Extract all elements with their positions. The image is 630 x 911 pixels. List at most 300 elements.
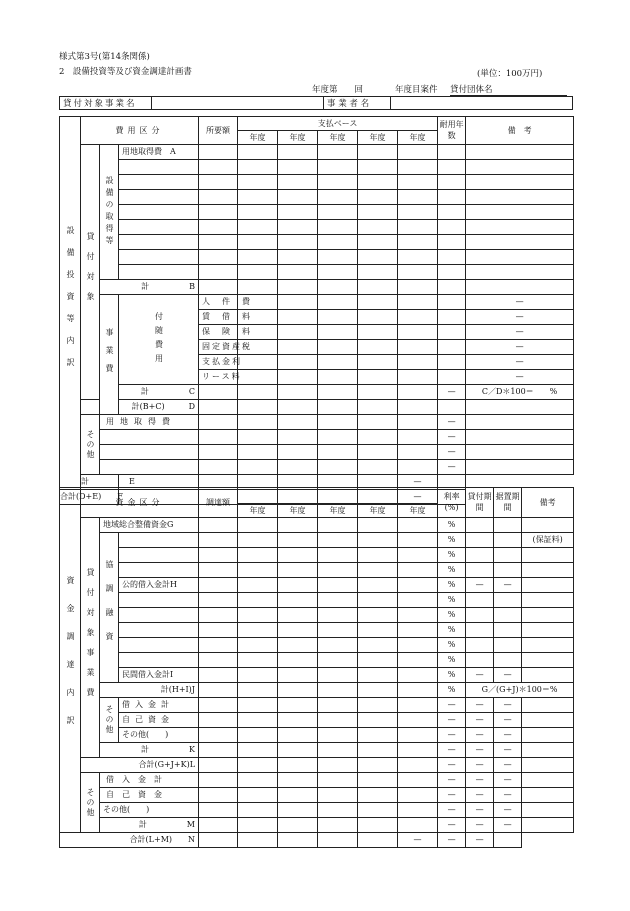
amount-cell[interactable] xyxy=(358,235,398,250)
amount-cell[interactable] xyxy=(398,340,438,355)
amount-cell[interactable] xyxy=(398,145,438,160)
amount-cell[interactable] xyxy=(358,355,398,370)
amount-cell[interactable] xyxy=(238,833,278,848)
interest-rate-cell[interactable]: % xyxy=(438,668,466,683)
amount-cell[interactable] xyxy=(238,683,278,698)
amount-cell[interactable] xyxy=(199,175,238,190)
amount-cell[interactable] xyxy=(358,400,398,415)
interest-rate-cell[interactable]: % xyxy=(438,518,466,533)
amount-cell[interactable] xyxy=(398,803,438,818)
grace-period-cell[interactable] xyxy=(494,563,522,578)
useful-life-cell[interactable]: — xyxy=(438,445,466,460)
note-cell[interactable] xyxy=(466,430,574,445)
amount-cell[interactable] xyxy=(199,668,238,683)
amount-cell[interactable] xyxy=(358,445,398,460)
amount-cell[interactable] xyxy=(238,355,278,370)
interest-rate-cell[interactable]: — xyxy=(438,803,466,818)
amount-cell[interactable] xyxy=(398,728,438,743)
grace-period-cell[interactable]: — xyxy=(494,758,522,773)
amount-cell[interactable] xyxy=(278,608,318,623)
amount-cell[interactable] xyxy=(398,788,438,803)
amount-cell[interactable] xyxy=(238,235,278,250)
amount-cell[interactable] xyxy=(278,250,318,265)
equipment-item-field[interactable] xyxy=(119,160,199,175)
amount-cell[interactable] xyxy=(398,518,438,533)
loan-period-cell[interactable] xyxy=(466,608,494,623)
interest-rate-cell[interactable]: — xyxy=(438,773,466,788)
useful-life-cell[interactable] xyxy=(438,400,466,415)
amount-cell[interactable] xyxy=(278,415,318,430)
public-lender-field[interactable] xyxy=(119,563,199,578)
public-lender-field[interactable] xyxy=(119,548,199,563)
amount-cell[interactable] xyxy=(199,758,238,773)
amount-cell[interactable] xyxy=(358,728,398,743)
amount-cell[interactable] xyxy=(238,445,278,460)
equipment-item-field[interactable] xyxy=(119,190,199,205)
grace-period-cell[interactable]: — xyxy=(494,578,522,593)
amount-cell[interactable] xyxy=(278,145,318,160)
interest-rate-cell[interactable]: % xyxy=(438,563,466,578)
equipment-item-field[interactable] xyxy=(119,220,199,235)
amount-cell[interactable] xyxy=(199,608,238,623)
grace-period-cell[interactable]: — xyxy=(494,728,522,743)
amount-cell[interactable] xyxy=(199,205,238,220)
amount-cell[interactable] xyxy=(238,205,278,220)
amount-cell[interactable] xyxy=(199,788,238,803)
interest-rate-cell[interactable]: % xyxy=(438,593,466,608)
amount-cell[interactable] xyxy=(199,548,238,563)
useful-life-cell[interactable]: — xyxy=(438,460,466,475)
note-cell[interactable] xyxy=(466,415,574,430)
amount-cell[interactable] xyxy=(318,280,358,295)
amount-cell[interactable] xyxy=(358,758,398,773)
amount-cell[interactable] xyxy=(278,385,318,400)
useful-life-cell[interactable] xyxy=(438,145,466,160)
useful-life-cell[interactable]: — xyxy=(466,310,574,325)
loan-period-cell[interactable]: — xyxy=(466,698,494,713)
grace-period-cell[interactable]: — xyxy=(494,668,522,683)
amount-cell[interactable] xyxy=(358,430,398,445)
amount-cell[interactable] xyxy=(398,563,438,578)
amount-cell[interactable] xyxy=(398,683,438,698)
amount-cell[interactable] xyxy=(398,280,438,295)
amount-cell[interactable] xyxy=(318,460,358,475)
grace-period-cell[interactable]: — xyxy=(494,698,522,713)
amount-cell[interactable] xyxy=(358,623,398,638)
amount-cell[interactable] xyxy=(398,415,438,430)
grace-period-cell[interactable]: — xyxy=(494,818,522,833)
interest-rate-cell[interactable]: — xyxy=(438,698,466,713)
amount-cell[interactable] xyxy=(238,280,278,295)
amount-cell[interactable] xyxy=(358,280,398,295)
fund-note-cell[interactable] xyxy=(494,833,522,848)
amount-cell[interactable] xyxy=(199,430,238,445)
amount-cell[interactable] xyxy=(398,400,438,415)
amount-cell[interactable] xyxy=(318,370,358,385)
amount-cell[interactable] xyxy=(318,355,358,370)
target-business-field[interactable] xyxy=(152,97,324,110)
amount-cell[interactable] xyxy=(398,250,438,265)
amount-cell[interactable] xyxy=(318,578,358,593)
amount-cell[interactable] xyxy=(358,325,398,340)
interest-rate-cell[interactable]: — xyxy=(438,758,466,773)
note-cell[interactable] xyxy=(466,445,574,460)
equipment-item-field[interactable] xyxy=(119,205,199,220)
fund-note-cell[interactable] xyxy=(522,668,574,683)
amount-cell[interactable] xyxy=(199,265,238,280)
amount-cell[interactable] xyxy=(358,250,398,265)
fund-note-cell[interactable] xyxy=(522,518,574,533)
amount-cell[interactable] xyxy=(199,385,238,400)
amount-cell[interactable] xyxy=(358,205,398,220)
amount-cell[interactable] xyxy=(238,593,278,608)
amount-cell[interactable] xyxy=(199,190,238,205)
interest-rate-cell[interactable]: — xyxy=(438,788,466,803)
amount-cell[interactable] xyxy=(278,578,318,593)
amount-cell[interactable] xyxy=(318,713,358,728)
fund-note-cell[interactable] xyxy=(522,788,574,803)
amount-cell[interactable] xyxy=(199,518,238,533)
public-lender-field[interactable] xyxy=(119,533,199,548)
amount-cell[interactable] xyxy=(358,833,398,848)
amount-cell[interactable] xyxy=(199,460,238,475)
loan-period-cell[interactable]: — xyxy=(466,758,494,773)
private-lender-field[interactable] xyxy=(119,623,199,638)
amount-cell[interactable] xyxy=(358,460,398,475)
amount-cell[interactable] xyxy=(238,145,278,160)
amount-cell[interactable] xyxy=(278,325,318,340)
amount-cell[interactable] xyxy=(238,713,278,728)
amount-cell[interactable] xyxy=(318,235,358,250)
amount-cell[interactable] xyxy=(358,415,398,430)
amount-cell[interactable] xyxy=(398,445,438,460)
amount-cell[interactable] xyxy=(358,743,398,758)
amount-cell[interactable] xyxy=(199,445,238,460)
interest-rate-cell[interactable]: % xyxy=(438,623,466,638)
useful-life-cell[interactable] xyxy=(438,160,466,175)
amount-cell[interactable] xyxy=(358,310,398,325)
amount-cell[interactable] xyxy=(238,758,278,773)
amount-cell[interactable] xyxy=(278,445,318,460)
amount-cell[interactable] xyxy=(199,698,238,713)
fund-note-cell[interactable] xyxy=(522,758,574,773)
amount-cell[interactable] xyxy=(358,385,398,400)
loan-period-cell[interactable] xyxy=(466,638,494,653)
fund-note-cell[interactable] xyxy=(522,623,574,638)
interest-rate-cell[interactable]: — xyxy=(438,818,466,833)
amount-cell[interactable] xyxy=(278,295,318,310)
amount-cell[interactable] xyxy=(238,385,278,400)
grace-period-cell[interactable] xyxy=(494,623,522,638)
grace-period-cell[interactable] xyxy=(494,548,522,563)
amount-cell[interactable] xyxy=(278,160,318,175)
grace-period-cell[interactable]: — xyxy=(494,743,522,758)
amount-cell[interactable] xyxy=(199,833,238,848)
amount-cell[interactable] xyxy=(199,250,238,265)
amount-cell[interactable] xyxy=(278,773,318,788)
amount-cell[interactable] xyxy=(398,310,438,325)
note-cell[interactable] xyxy=(466,175,574,190)
grace-period-cell[interactable]: — xyxy=(494,713,522,728)
useful-life-cell[interactable]: — xyxy=(466,340,574,355)
amount-cell[interactable] xyxy=(278,593,318,608)
loan-period-cell[interactable] xyxy=(466,533,494,548)
amount-cell[interactable] xyxy=(318,430,358,445)
fund-note-cell[interactable] xyxy=(522,638,574,653)
loan-period-cell[interactable] xyxy=(466,593,494,608)
useful-life-cell[interactable] xyxy=(438,280,466,295)
amount-cell[interactable] xyxy=(278,400,318,415)
amount-cell[interactable] xyxy=(358,713,398,728)
amount-cell[interactable] xyxy=(318,623,358,638)
amount-cell[interactable] xyxy=(358,518,398,533)
amount-cell[interactable] xyxy=(358,773,398,788)
amount-cell[interactable] xyxy=(199,743,238,758)
amount-cell[interactable] xyxy=(398,773,438,788)
amount-cell[interactable] xyxy=(358,668,398,683)
amount-cell[interactable] xyxy=(199,415,238,430)
interest-rate-cell[interactable]: % xyxy=(438,638,466,653)
interest-rate-cell[interactable]: % xyxy=(438,533,466,548)
amount-cell[interactable] xyxy=(318,325,358,340)
amount-cell[interactable] xyxy=(438,325,466,340)
amount-cell[interactable] xyxy=(238,563,278,578)
fund-note-cell[interactable] xyxy=(522,803,574,818)
amount-cell[interactable] xyxy=(398,355,438,370)
loan-period-cell[interactable]: — xyxy=(466,713,494,728)
amount-cell[interactable] xyxy=(278,518,318,533)
amount-cell[interactable] xyxy=(199,235,238,250)
amount-cell[interactable] xyxy=(398,548,438,563)
amount-cell[interactable] xyxy=(398,758,438,773)
amount-cell[interactable] xyxy=(358,683,398,698)
grace-period-cell[interactable]: — xyxy=(494,773,522,788)
interest-rate-cell[interactable]: % xyxy=(438,548,466,563)
amount-cell[interactable] xyxy=(278,280,318,295)
equipment-item-field[interactable] xyxy=(119,265,199,280)
amount-cell[interactable] xyxy=(318,445,358,460)
amount-cell[interactable] xyxy=(398,460,438,475)
amount-cell[interactable] xyxy=(278,430,318,445)
amount-cell[interactable] xyxy=(318,743,358,758)
amount-cell[interactable] xyxy=(318,190,358,205)
amount-cell[interactable] xyxy=(278,728,318,743)
loan-period-cell[interactable]: — xyxy=(466,743,494,758)
useful-life-cell[interactable]: — xyxy=(438,415,466,430)
amount-cell[interactable] xyxy=(398,818,438,833)
amount-cell[interactable] xyxy=(238,728,278,743)
amount-cell[interactable] xyxy=(318,265,358,280)
amount-cell[interactable] xyxy=(318,728,358,743)
private-lender-field[interactable] xyxy=(119,653,199,668)
fund-note-cell[interactable] xyxy=(522,698,574,713)
amount-cell[interactable] xyxy=(199,818,238,833)
amount-cell[interactable] xyxy=(199,653,238,668)
amount-cell[interactable] xyxy=(238,773,278,788)
amount-cell[interactable] xyxy=(358,818,398,833)
amount-cell[interactable] xyxy=(238,250,278,265)
amount-cell[interactable] xyxy=(278,190,318,205)
amount-cell[interactable] xyxy=(318,145,358,160)
interest-rate-cell[interactable]: — xyxy=(438,713,466,728)
note-cell[interactable] xyxy=(466,400,574,415)
amount-cell[interactable] xyxy=(398,713,438,728)
amount-cell[interactable] xyxy=(238,175,278,190)
amount-cell[interactable] xyxy=(438,310,466,325)
amount-cell[interactable] xyxy=(318,608,358,623)
fund-note-cell[interactable] xyxy=(522,728,574,743)
amount-cell[interactable] xyxy=(278,713,318,728)
interest-rate-cell[interactable]: % xyxy=(438,608,466,623)
grace-period-cell[interactable] xyxy=(494,653,522,668)
amount-cell[interactable] xyxy=(358,175,398,190)
amount-cell[interactable] xyxy=(318,250,358,265)
grace-period-cell[interactable]: — xyxy=(494,803,522,818)
amount-cell[interactable] xyxy=(398,235,438,250)
amount-cell[interactable] xyxy=(278,548,318,563)
note-cell[interactable] xyxy=(466,160,574,175)
useful-life-cell[interactable]: — xyxy=(438,430,466,445)
amount-cell[interactable] xyxy=(278,265,318,280)
fund-note-cell[interactable] xyxy=(522,773,574,788)
loan-period-cell[interactable]: — xyxy=(466,668,494,683)
other-item-field[interactable] xyxy=(100,460,199,475)
fund-note-cell[interactable] xyxy=(522,578,574,593)
amount-cell[interactable] xyxy=(358,593,398,608)
fund-note-cell[interactable] xyxy=(522,608,574,623)
amount-cell[interactable] xyxy=(318,205,358,220)
amount-cell[interactable] xyxy=(358,698,398,713)
amount-cell[interactable] xyxy=(398,653,438,668)
grace-period-cell[interactable] xyxy=(494,533,522,548)
fund-note-cell[interactable]: (保証料) xyxy=(522,533,574,548)
amount-cell[interactable] xyxy=(318,653,358,668)
amount-cell[interactable] xyxy=(238,578,278,593)
amount-cell[interactable] xyxy=(199,160,238,175)
operator-field[interactable] xyxy=(391,97,573,110)
amount-cell[interactable] xyxy=(278,758,318,773)
loan-period-cell[interactable] xyxy=(466,653,494,668)
amount-cell[interactable] xyxy=(398,265,438,280)
amount-cell[interactable] xyxy=(438,295,466,310)
note-cell[interactable] xyxy=(466,250,574,265)
amount-cell[interactable] xyxy=(278,235,318,250)
amount-cell[interactable] xyxy=(238,430,278,445)
loan-period-cell[interactable]: — xyxy=(466,788,494,803)
note-cell[interactable] xyxy=(466,205,574,220)
amount-cell[interactable] xyxy=(358,220,398,235)
amount-cell[interactable] xyxy=(318,340,358,355)
amount-cell[interactable] xyxy=(278,833,318,848)
amount-cell[interactable] xyxy=(238,220,278,235)
amount-cell[interactable] xyxy=(238,533,278,548)
amount-cell[interactable] xyxy=(398,698,438,713)
amount-cell[interactable] xyxy=(318,385,358,400)
amount-cell[interactable] xyxy=(358,638,398,653)
amount-cell[interactable] xyxy=(318,533,358,548)
amount-cell[interactable] xyxy=(199,638,238,653)
useful-life-cell[interactable]: — xyxy=(466,370,574,385)
amount-cell[interactable] xyxy=(199,803,238,818)
fund-note-cell[interactable] xyxy=(522,563,574,578)
amount-cell[interactable] xyxy=(278,370,318,385)
grace-period-cell[interactable] xyxy=(494,608,522,623)
amount-cell[interactable] xyxy=(398,623,438,638)
amount-cell[interactable] xyxy=(278,743,318,758)
amount-cell[interactable] xyxy=(318,803,358,818)
amount-cell[interactable] xyxy=(318,563,358,578)
equipment-item-field[interactable] xyxy=(119,235,199,250)
amount-cell[interactable] xyxy=(398,160,438,175)
equipment-item-field[interactable] xyxy=(119,250,199,265)
amount-cell[interactable] xyxy=(398,430,438,445)
amount-cell[interactable] xyxy=(238,608,278,623)
other-item-field[interactable] xyxy=(100,445,199,460)
amount-cell[interactable] xyxy=(278,340,318,355)
amount-cell[interactable] xyxy=(318,683,358,698)
amount-cell[interactable] xyxy=(318,175,358,190)
interest-rate-cell[interactable]: % xyxy=(438,653,466,668)
useful-life-cell[interactable]: — xyxy=(466,355,574,370)
fund-note-cell[interactable] xyxy=(522,548,574,563)
amount-cell[interactable] xyxy=(238,190,278,205)
amount-cell[interactable] xyxy=(438,340,466,355)
amount-cell[interactable] xyxy=(358,653,398,668)
useful-life-cell[interactable]: — xyxy=(398,475,438,490)
loan-period-cell[interactable] xyxy=(466,518,494,533)
amount-cell[interactable] xyxy=(238,668,278,683)
useful-life-cell[interactable]: — xyxy=(438,385,466,400)
org-name-field[interactable] xyxy=(450,83,567,96)
amount-cell[interactable] xyxy=(398,175,438,190)
amount-cell[interactable] xyxy=(398,325,438,340)
private-lender-field[interactable] xyxy=(119,638,199,653)
amount-cell[interactable] xyxy=(398,638,438,653)
amount-cell[interactable] xyxy=(358,608,398,623)
amount-cell[interactable] xyxy=(238,638,278,653)
fund-note-cell[interactable] xyxy=(522,653,574,668)
amount-cell[interactable] xyxy=(278,175,318,190)
equipment-item-field[interactable] xyxy=(119,175,199,190)
amount-cell[interactable] xyxy=(318,160,358,175)
amount-cell[interactable] xyxy=(438,355,466,370)
loan-period-cell[interactable] xyxy=(466,623,494,638)
amount-cell[interactable] xyxy=(318,638,358,653)
note-cell[interactable]: C／D＊100＝ % xyxy=(466,385,574,400)
useful-life-cell[interactable] xyxy=(438,220,466,235)
loan-period-cell[interactable]: — xyxy=(466,773,494,788)
amount-cell[interactable] xyxy=(199,533,238,548)
useful-life-cell[interactable] xyxy=(438,235,466,250)
amount-cell[interactable] xyxy=(199,280,238,295)
amount-cell[interactable] xyxy=(358,295,398,310)
amount-cell[interactable] xyxy=(398,533,438,548)
useful-life-cell[interactable] xyxy=(438,190,466,205)
amount-cell[interactable] xyxy=(278,533,318,548)
amount-cell[interactable] xyxy=(318,788,358,803)
amount-cell[interactable] xyxy=(238,788,278,803)
amount-cell[interactable] xyxy=(398,578,438,593)
amount-cell[interactable] xyxy=(318,548,358,563)
amount-cell[interactable] xyxy=(238,370,278,385)
amount-cell[interactable] xyxy=(358,160,398,175)
amount-cell[interactable] xyxy=(318,415,358,430)
amount-cell[interactable] xyxy=(398,205,438,220)
amount-cell[interactable] xyxy=(238,460,278,475)
loan-period-cell[interactable]: — xyxy=(466,578,494,593)
amount-cell[interactable] xyxy=(278,668,318,683)
fund-note-cell[interactable] xyxy=(522,743,574,758)
